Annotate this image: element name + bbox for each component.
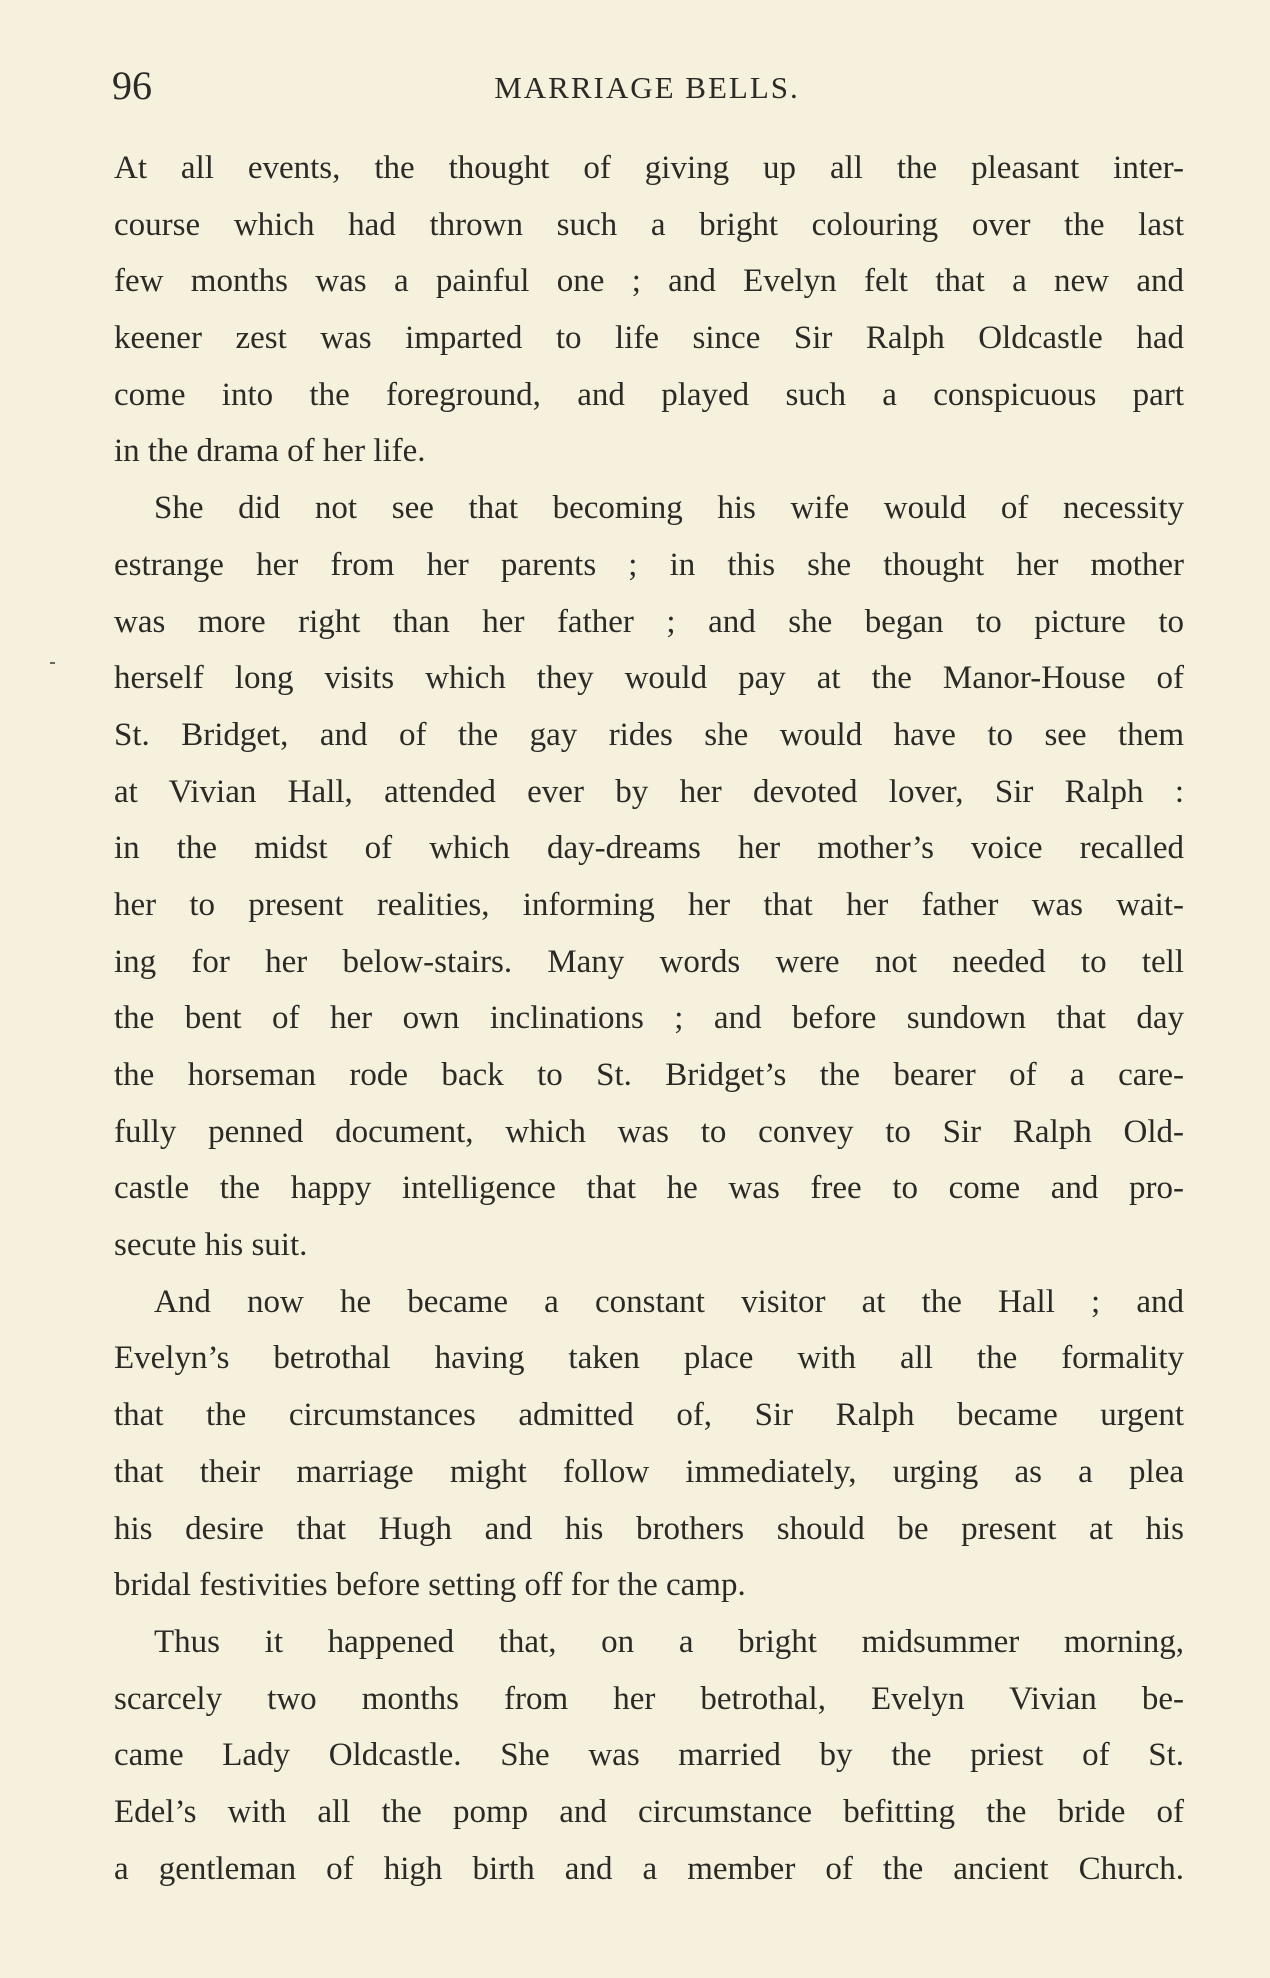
text-line: her to present realities, informing her that her father was wait-: [114, 886, 1184, 923]
text-line: St. Bridget, and of the gay rides she would have to see them: [114, 716, 1184, 753]
text-line: was more right than her father ; and she began to picture to: [114, 603, 1184, 640]
text-line: in the midst of which day-dreams her mother’s voice recalled: [114, 830, 1184, 867]
running-head: MARRIAGE BELLS.: [494, 70, 800, 105]
text-line: Edel’s with all the pomp and circumstance befitting the bride of: [114, 1793, 1184, 1830]
text-line: few months was a painful one ; and Evelyn felt that a new and: [114, 263, 1184, 300]
text-line: And now he became a constant visitor at the Hall ; and: [154, 1283, 1184, 1320]
page-number: 96: [112, 63, 152, 108]
text-line: She did not see that becoming his wife would of necessity: [154, 490, 1184, 527]
text-line: at Vivian Hall, attended ever by her devoted lover, Sir Ralph :: [114, 773, 1184, 810]
text-line: secute his suit.: [114, 1227, 308, 1264]
text-line: the bent of her own inclinations ; and before sundown that day: [114, 1000, 1184, 1037]
text-line: ing for her below-stairs. Many words were not needed to tell: [114, 943, 1184, 980]
margin-mark: [50, 662, 55, 664]
text-line: came Lady Oldcastle. She was married by the priest of St.: [114, 1737, 1184, 1774]
text-line: his desire that Hugh and his brothers should be present at his: [114, 1510, 1184, 1547]
text-line: course which had thrown such a bright colouring over the last: [114, 206, 1184, 243]
text-line: At all events, the thought of giving up all the pleasant inter-: [114, 150, 1184, 186]
text-line: castle the happy intelligence that he was free to come and pro-: [114, 1170, 1184, 1207]
page-header: [112, 62, 1182, 110]
text-line: Thus it happened that, on a bright midsummer morning,: [154, 1623, 1184, 1660]
text-line: that the circumstances admitted of, Sir Ralph became urgent: [114, 1397, 1184, 1434]
text-line: that their marriage might follow immediately, urging as a plea: [114, 1453, 1184, 1490]
text-line: a gentleman of high birth and a member of the ancient Church.: [114, 1850, 1184, 1887]
body-text: [114, 140, 1184, 1897]
text-line: fully penned document, which was to convey to Sir Ralph Old-: [114, 1113, 1184, 1150]
text-line: scarcely two months from her betrothal, Evelyn Vivian be-: [114, 1680, 1184, 1717]
text-line: come into the foreground, and played such a conspicuous part: [114, 376, 1184, 413]
text-line: in the drama of her life.: [114, 433, 426, 470]
text-line: the horseman rode back to St. Bridget’s the bearer of a care-: [114, 1057, 1184, 1093]
text-line: Evelyn’s betrothal having taken place with all the formality: [114, 1340, 1184, 1377]
text-line: bridal festivities before setting off for the camp.: [114, 1567, 746, 1604]
text-line: herself long visits which they would pay at the Manor-House of: [114, 660, 1184, 697]
text-line: keener zest was imparted to life since Sir Ralph Oldcastle had: [114, 320, 1184, 357]
text-line: estrange her from her parents ; in this she thought her mother: [114, 546, 1184, 583]
